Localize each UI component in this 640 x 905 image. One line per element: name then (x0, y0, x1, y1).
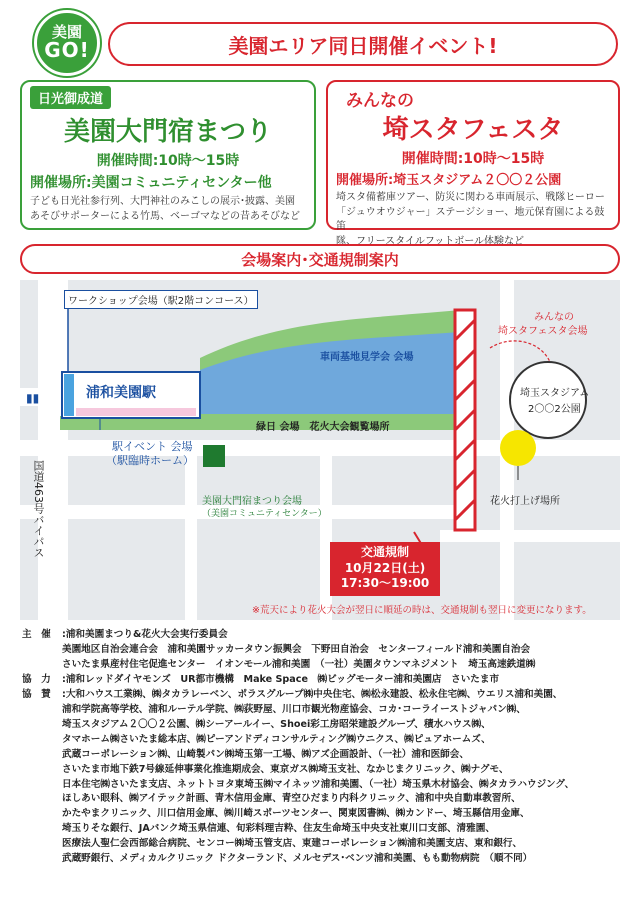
event1-time: 開催時間:10時〜15時 (96, 153, 240, 169)
map-label-fest-name: 埼スタフェスタ会場 (498, 326, 588, 337)
map-note: ※荒天により花火大会が翌日に順延の時は、交通規制も翌日に変更になります。 (252, 605, 592, 616)
event-card-daimonjuku (20, 80, 316, 230)
map-label-festival2: （美園コミュニティセンター） (202, 509, 327, 519)
sponsor-line: かたやまクリニック、川口信用金庫、㈱川崎スポーツセンター、関東図書㈱、㈱カンドー、埼玉縣信用金庫、 (62, 808, 530, 820)
sponsor-line: 埼玉りそな銀行、JAバンク埼玉県信連、旬彩料理吉粋、住友生命埼玉中央支社東川口支部、清雅園、 (62, 823, 495, 835)
logo-line2: GO! (44, 38, 90, 63)
event2-desc1: 埼スタ備蓄庫ツアー、防災に関わる車両展示、戦隊ヒーロー (336, 192, 605, 203)
event1-desc2: あそびサポーターによる竹馬、ベーゴマなどの昔あそびなど (30, 210, 300, 222)
event2-desc3: 隊、フリースタイルフットボール体験など (336, 235, 524, 247)
sponsor-line: ほしあい眼科、㈱アイテック計画、青木信用金庫、青空ひだまり内科クリニック、浦和中央自動車教習所、 (62, 793, 521, 805)
credits-organizer-row (22, 628, 622, 673)
traffic-restriction-box (330, 542, 440, 596)
event1-title: 美園大門宿まつり (63, 117, 272, 147)
sponsor-key: 協 賛 (22, 688, 51, 700)
coop-key: 協 力 (22, 673, 51, 685)
sponsor-line: タマホーム㈱さいたま総本店、㈱ピーアンドディコンサルティング㈱ウニクス、㈱ピュアホームズ、 (62, 733, 491, 745)
map-label-fest-sub: みんなの (534, 312, 574, 323)
sponsor-line: 武蔵コーポレーション㈱、山崎製パン㈱埼玉第一工場、㈱アズ企画設計、（一社）浦和医師会、 (62, 748, 469, 760)
page-title: 美園エリア同日開催イベント! (228, 33, 498, 58)
map-label-festival1: 美園大門宿まつり会場 (202, 496, 302, 507)
svg-text:▮▮: ▮▮ (26, 391, 40, 405)
sponsor-line: 医療法人聖仁会西部総合病院、センコー㈱埼玉管支店、東建コーポレーション㈱浦和美園支店、東和銀行、 (62, 838, 523, 850)
organizer-key: 主 催 (22, 629, 51, 640)
traffic-date: 10月22日(土) (344, 560, 426, 575)
route-line3: バイパス (32, 514, 45, 558)
miso-go-logo (34, 10, 100, 76)
header-banner (108, 22, 618, 66)
coop-list: :浦和レッドダイヤモンズ UR都市機構 Make Space ㈱ビッグモーター浦和美園店 さいたま市 (62, 673, 500, 685)
sponsor-line: 日本住宅㈱さいたま支店、ネットトヨタ東埼玉㈱マイネッツ浦和美園、（一社）埼玉県木材協会、㈱タカラハウジング、 (62, 778, 575, 790)
map-label-depot: 車両基地見学会 会場 (320, 352, 414, 363)
organizer-line: 美園地区自治会連合会 浦和美園サッカータウン振興会 下野田自治会 センターフィールド浦和美園自治会 (62, 643, 531, 655)
event1-desc1: 子ども日光社参行列、大門神社のみこしの展示･披露、美園 (30, 196, 295, 207)
map-label-fireworks: 花火打上げ場所 (490, 496, 560, 507)
event2-title: 埼スタフェスタ (382, 115, 564, 145)
section-title: 会場案内･交通規制案内 (241, 250, 399, 269)
map-label-green-lane: 緑日 会場 花火大会観覧場所 (256, 422, 390, 433)
event2-place: 開催場所:埼玉スタジアム２〇〇２公園 (336, 173, 562, 188)
event-card-saisuta (326, 80, 620, 247)
map-label-station: 浦和美園駅 (86, 385, 156, 401)
sponsor-line: 浦和学院高等学校、浦和ルーテル学院、㈱荻野屋、川口市観光物産協会、コカ･コーライーストジャパン㈱、 (62, 703, 526, 715)
route-line2: 463号 (32, 482, 45, 514)
event2-sub: みんなの (346, 91, 414, 111)
sponsor-list (62, 688, 622, 867)
map-label-station-event1: 駅イベント 会場 (112, 440, 193, 453)
venue-map (20, 280, 620, 620)
map-label-station-event2: （駅臨時ホーム） (106, 454, 194, 467)
organizer-line: さいたま県産村住宅促進センター イオンモール浦和美園 （一社）美園タウンマネジメント 埼玉高速鉄道㈱ (62, 658, 536, 670)
sponsor-line: 武蔵野銀行、メディカルクリニック ドクターランド、メルセデス･ベンツ浦和美園、もも動物病院 （順不同） (62, 853, 533, 865)
organizer-line: :浦和美園まつり&花火大会実行委員会 (62, 629, 228, 640)
sponsor-line: :大和ハウス工業㈱、㈱タカラレーベン、ポラスグループ㈱中央住宅、㈱松永建設、松永住宅㈱、ウエリス浦和美園、 (62, 688, 563, 700)
map-label-stadium2: 2〇〇2公園 (528, 404, 581, 415)
map-label-workshop: ワークショップ会場（駅2階コンコース） (64, 290, 258, 309)
event2-time: 開催時間:10時〜15時 (401, 151, 545, 167)
credits-sponsor-row (22, 688, 622, 867)
sponsor-line: 埼玉スタジアム２〇〇２公園、㈱シーアールイー、Shoei彩工房昭栄建設グループ、積水ハウス㈱、 (62, 718, 491, 730)
organizer-list (62, 628, 622, 673)
traffic-title: 交通規制 (360, 545, 409, 559)
event2-desc2: 「ジュウオウジャー」ステージショー、地元保育園による鼓笛 (336, 206, 605, 232)
event1-place: 開催場所:美園コミュニティセンター他 (30, 175, 272, 191)
credits-block (22, 628, 622, 867)
map-label-stadium1: 埼玉スタジアム (520, 388, 590, 399)
traffic-time: 17:30〜19:00 (340, 576, 430, 591)
event1-tag: 日光御成道 (30, 86, 111, 109)
credits-coop-row (22, 673, 622, 688)
section-venue-traffic (20, 244, 620, 274)
sponsor-line: さいたま市地下鉄7号線延伸事業化推進期成会、東京ガス㈱埼玉支社、なかじまクリニック、㈱ナグモ、 (62, 763, 509, 775)
route-line1: 国道 (32, 460, 45, 482)
logo-line1: 美園 (51, 22, 82, 41)
map-label-route (30, 460, 44, 558)
